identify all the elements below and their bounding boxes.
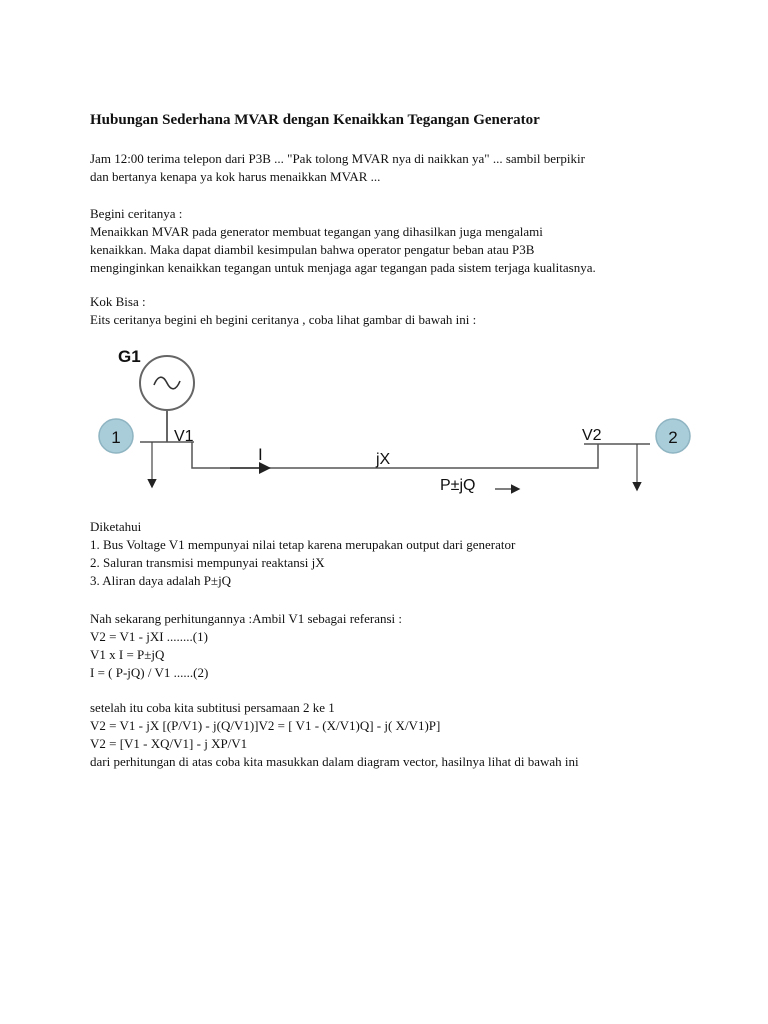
equation: V2 = V1 - jXI ........(1) xyxy=(90,629,208,644)
story-paragraph xyxy=(90,205,596,277)
equation: V2 = [V1 - XQ/V1] - j XP/V1 xyxy=(90,736,248,751)
power-flow-label: P±jQ xyxy=(440,477,476,494)
kok-bisa-paragraph xyxy=(90,293,476,329)
text-line: Menaikkan MVAR pada generator membuat tegangan yang dihasilkan juga mengalami xyxy=(90,224,543,239)
bus-2-number: 2 xyxy=(668,428,678,447)
v1-label: V1 xyxy=(174,428,194,445)
single-line-diagram xyxy=(90,336,710,516)
v2-label: V2 xyxy=(582,427,602,444)
text-line: Begini ceritanya : xyxy=(90,206,183,221)
reactance-label: jX xyxy=(376,451,391,468)
equation: V2 = V1 - jX [(P/V1) - j(Q/V1)]V2 = [ V1 - (X/V1)Q] - j( X/V1)P] xyxy=(90,718,441,733)
text-line: dari perhitungan di atas coba kita masukkan dalam diagram vector, hasilnya lihat di bawah ini xyxy=(90,754,579,769)
generator-label: G1 xyxy=(118,347,141,366)
list-item: 1. Bus Voltage V1 mempunyai nilai tetap karena merupakan output dari generator xyxy=(90,537,516,552)
equation: V1 x I = P±jQ xyxy=(90,647,165,662)
equation: I = ( P-jQ) / V1 ......(2) xyxy=(90,665,209,680)
text-line: menginginkan kenaikkan tegangan untuk menjaga agar tegangan pada sistem terjaga kualitasnya. xyxy=(90,260,596,275)
calculation-block xyxy=(90,610,402,682)
list-item: 3. Aliran daya adalah P±jQ xyxy=(90,573,232,588)
text-line: Kok Bisa : xyxy=(90,294,146,309)
text-line: Jam 12:00 terima telepon dari P3B ... "Pak tolong MVAR nya di naikkan ya" ... sambil berpikir xyxy=(90,151,585,166)
text-line: Nah sekarang perhitungannya :Ambil V1 sebagai referansi : xyxy=(90,611,403,626)
text-line: dan bertanya kenapa ya kok harus menaikkan MVAR ... xyxy=(90,169,381,184)
known-list xyxy=(90,518,515,590)
list-item: 2. Saluran transmisi mempunyai reaktansi jX xyxy=(90,555,325,570)
substitution-block xyxy=(90,699,579,771)
document-title: Hubungan Sederhana MVAR dengan Kenaikkan Tegangan Generator xyxy=(90,112,540,128)
current-label: I xyxy=(258,445,263,464)
text-line: Eits ceritanya begini eh begini ceritanya , coba lihat gambar di bawah ini : xyxy=(90,312,477,327)
text-line: setelah itu coba kita subtitusi persamaan 2 ke 1 xyxy=(90,700,335,715)
transmission-line xyxy=(192,442,598,468)
intro-paragraph xyxy=(90,150,585,186)
bus-1-number: 1 xyxy=(111,428,121,447)
text-line: Diketahui xyxy=(90,519,142,534)
text-line: kenaikkan. Maka dapat diambil kesimpulan bahwa operator pengatur beban atau P3B xyxy=(90,242,535,257)
